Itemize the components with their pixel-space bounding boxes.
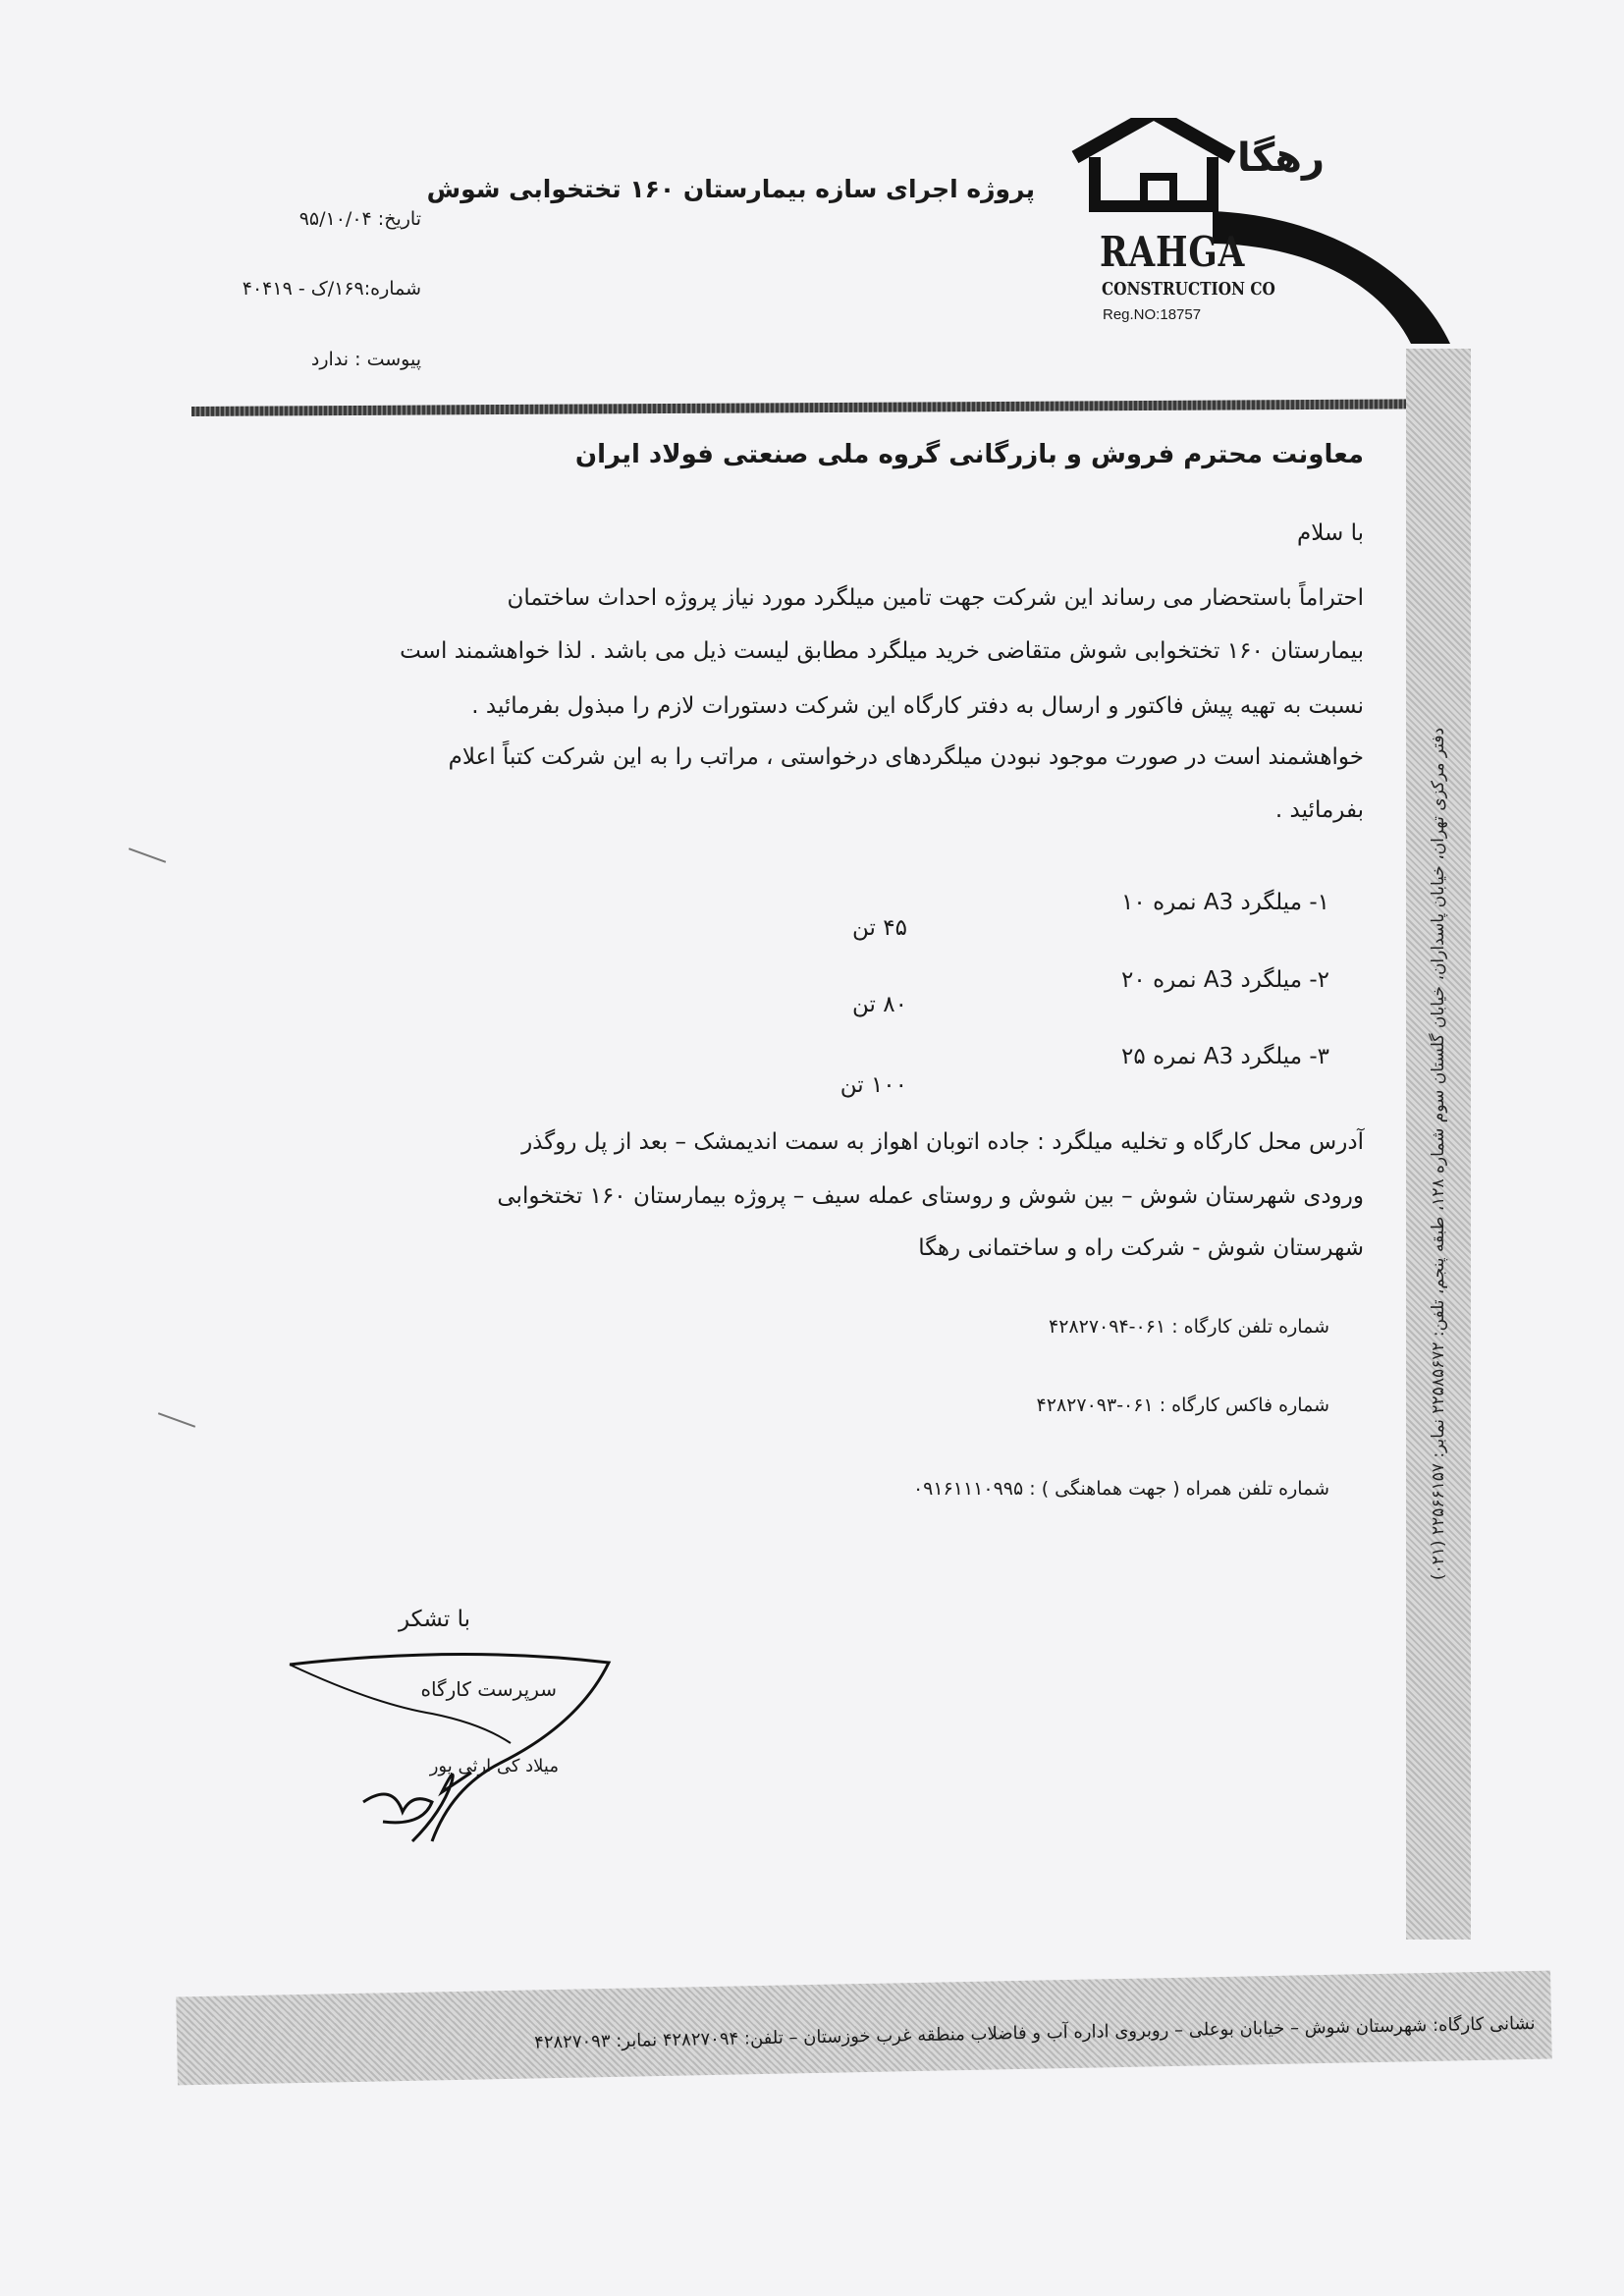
logo-name: RAHGA (1100, 228, 1246, 276)
mobile-phone: شماره تلفن همراه ( جهت هماهنگی ) : ۰۹۱۶۱۱۱۰۹۹۵ (912, 1478, 1329, 1500)
logo-text-fa: رهگا (1237, 136, 1326, 181)
logo-registration: Reg.NO:18757 (1103, 306, 1202, 323)
order-item-quantity: ۴۵ تن (852, 915, 907, 941)
greeting: با سلام (1297, 520, 1364, 546)
recipient: معاونت محترم فروش و بازرگانی گروه ملی صنعتی فولاد ایران (574, 440, 1364, 469)
signature-name: میلاد کی ارثی پور (429, 1756, 559, 1777)
side-address-text: دفتر مرکزی تهران، خیابان پاسداران، خیابان گلستان سوم شماره ۱۲۸، طبقه پنجم، تلفن: ۲۲۵۸۵۶۷۲ نمابر: ۲۲۵۶۶۱۵۷ (۰۲۱) (1429, 727, 1448, 1581)
signature-title: سرپرست کارگاه (420, 1677, 557, 1701)
address-line: ورودی شهرستان شوش – بین شوش و روستای عمله سیف – پروژه بیمارستان ۱۶۰ تختخوابی (497, 1183, 1364, 1209)
paragraph-line: بفرمائید . (1274, 797, 1364, 823)
order-item-label: ۳- میلگرد A3 نمره ۲۵ (1121, 1044, 1329, 1069)
order-item-quantity: ۱۰۰ تن (839, 1072, 907, 1098)
paragraph-line: احتراماً باستحضار می رساند این شرکت جهت تامین میلگرد مورد نیاز پروژه احداث ساختمان (507, 585, 1364, 611)
logo-subtitle: CONSTRUCTION CO (1102, 279, 1275, 300)
order-item-quantity: ۸۰ تن (852, 992, 907, 1017)
paragraph-line: خواهشمند است در صورت موجود نبودن میلگردهای درخواستی ، مراتب را به این شرکت کتباً اعلام (448, 744, 1364, 770)
bottom-address-text: نشانی کارگاه: شهرستان شوش – خیابان بوعلی – روبروی اداره آب و فاضلاب منطقه غرب خوزستان – تلفن: ۴۲۸۲۷۰۹۴ نمابر: ۴۲۸۲۷۰۹۳ (534, 2013, 1537, 2053)
letter-attachment: پیوست : ندارد (310, 349, 421, 370)
header-divider (191, 399, 1468, 416)
margin-mark (158, 1412, 195, 1428)
letter-number: شماره:۱۶۹/ک - ۴۰۴۱۹ (242, 278, 421, 300)
paragraph-line: بیمارستان ۱۶۰ تختخوابی شوش متقاضی خرید میلگرد مطابق لیست ذیل می باشد . لذا خواهشمند است (400, 638, 1364, 664)
order-item-label: ۱- میلگرد A3 نمره ۱۰ (1121, 890, 1329, 915)
address-line: آدرس محل کارگاه و تخلیه میلگرد : جاده اتوبان اهواز به سمت اندیمشک – بعد از پل روگذر (521, 1129, 1364, 1155)
margin-mark (129, 847, 166, 863)
site-fax: شماره فاکس کارگاه : ۰۶۱-۴۲۸۲۷۰۹۳ (1036, 1394, 1329, 1416)
address-line: شهرستان شوش - شرکت راه و ساختمانی رهگا (918, 1235, 1364, 1261)
site-phone: شماره تلفن کارگاه : ۰۶۱-۴۲۸۲۷۰۹۴ (1049, 1316, 1329, 1338)
letter-date: تاریخ: ۹۵/۱۰/۰۴ (298, 208, 421, 230)
order-item-label: ۲- میلگرد A3 نمره ۲۰ (1121, 967, 1329, 993)
closing: با تشکر (398, 1607, 470, 1632)
paragraph-line: نسبت به تهیه پیش فاکتور و ارسال به دفتر کارگاه این شرکت دستورات لازم را مبذول بفرمائید . (471, 693, 1364, 719)
signature-stamp (285, 1645, 638, 1851)
project-title: پروژه اجرای سازه بیمارستان ۱۶۰ تختخوابی شوش (426, 175, 1035, 203)
